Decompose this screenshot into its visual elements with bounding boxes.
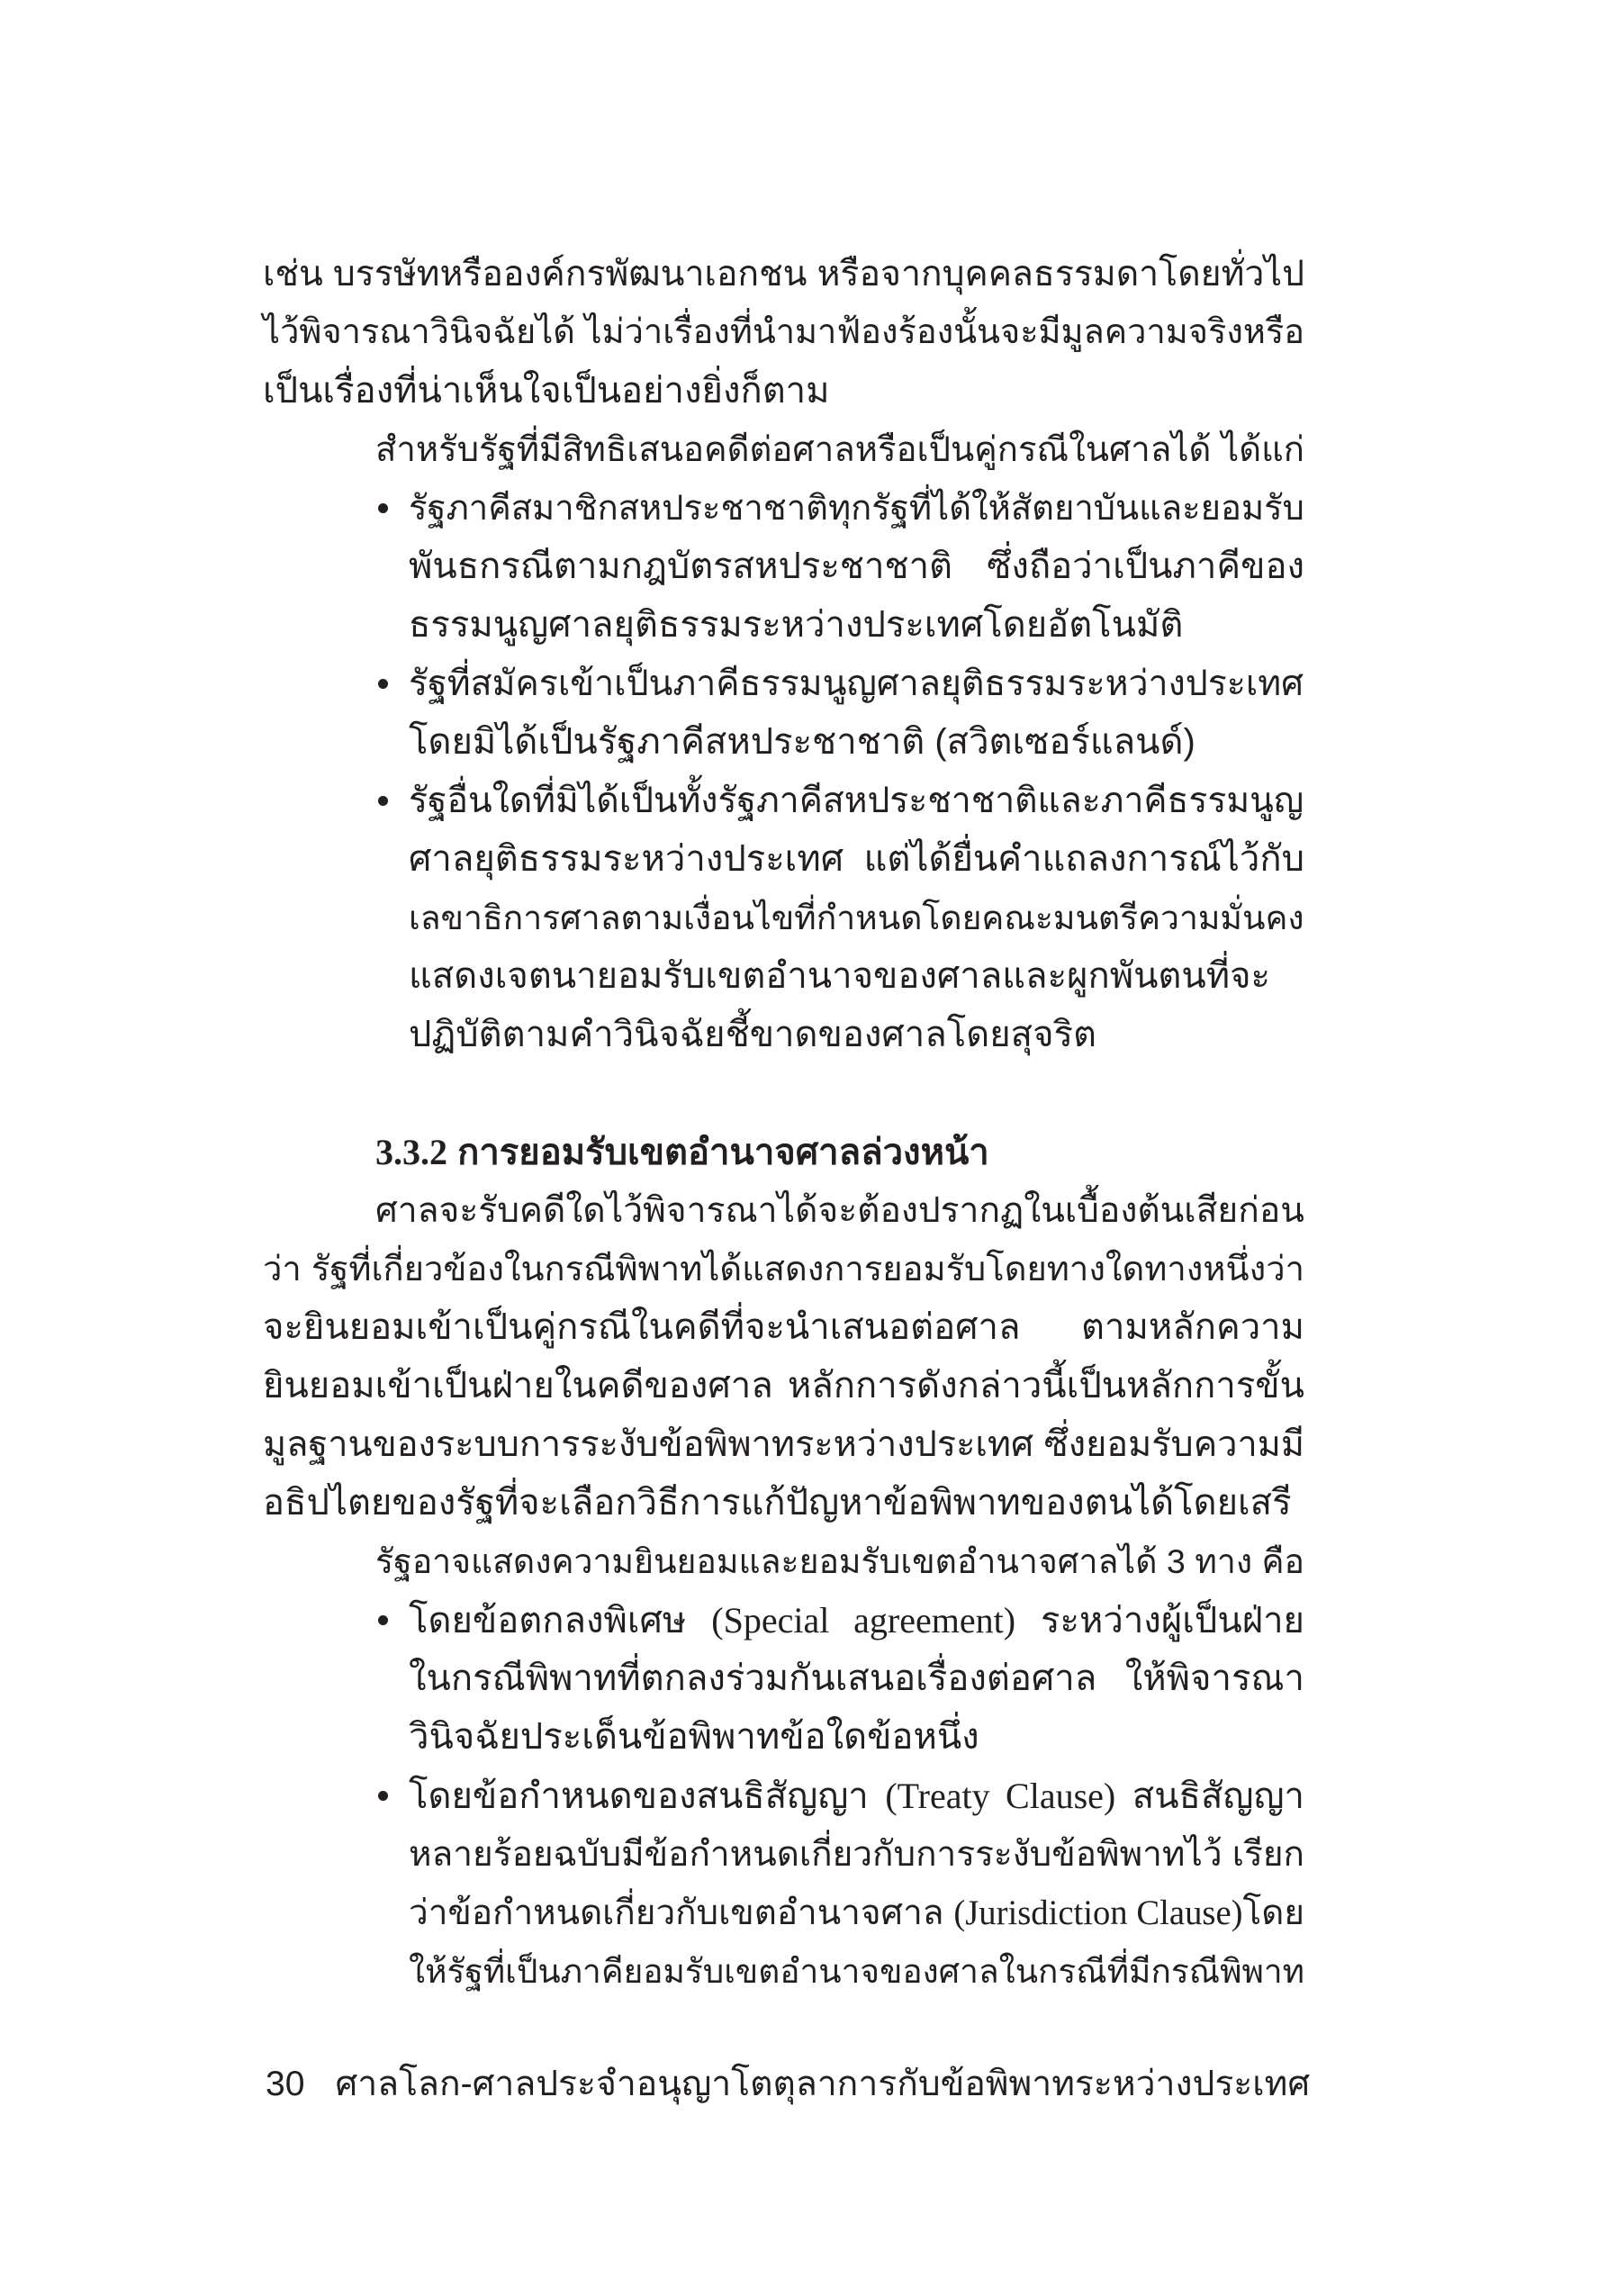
page-body [263, 245, 1304, 2001]
bullet-item [263, 655, 1304, 772]
text-line: ให้รัฐที่เป็นภาคียอมรับเขตอำนาจของศาลในกรณีที่มีกรณีพิพาท [409, 1952, 1305, 1990]
text-segment: ระหว่างผู้เป็นฝ่าย [1015, 1601, 1304, 1641]
text-segment: โดย [1242, 1894, 1305, 1932]
text-line: มูลฐานของระบบการระงับข้อพิพาทระหว่างประเทศ ซึ่งยอมรับความมี [263, 1424, 1304, 1464]
text-line [409, 1767, 1304, 1825]
page-footer [266, 2055, 1310, 2113]
text-segment: โดยข้อตกลงพิเศษ [409, 1601, 712, 1641]
text-line: ยินยอมเข้าเป็นฝ่ายในคดีของศาล หลักการดังกล่าวนี้เป็นหลักการขั้น [263, 1366, 1304, 1406]
bullet-icon [378, 503, 388, 513]
text-line: หลายร้อยฉบับมีข้อกำหนดเกี่ยวกับการระงับข้อพิพาทไว้ เรียก [409, 1835, 1304, 1874]
text-line [409, 1591, 1304, 1650]
bullet-item [263, 1591, 1304, 1767]
bullet-icon [378, 796, 388, 806]
bullet-item [263, 772, 1304, 1064]
text-line: พันธกรณีตามกฎบัตรสหประชาชาติ ซึ่งถือว่าเป็นภาคีของ [409, 547, 1304, 586]
text-segment: ว่าข้อกำหนดเกี่ยวกับเขตอำนาจศาล [409, 1894, 954, 1932]
text-line: วินิจฉัยประเด็นข้อพิพาทข้อใดข้อหนึ่ง [409, 1717, 979, 1757]
text-line: ว่า รัฐที่เกี่ยวข้องในกรณีพิพาทได้แสดงการยอมรับโดยทางใดทางหนึ่งว่า [263, 1250, 1304, 1288]
latin-term: (Treaty Clause) [885, 1776, 1116, 1816]
section-paragraph [263, 1181, 1304, 1532]
parties-intro: สำหรับรัฐที่มีสิทธิเสนอคดีต่อศาลหรือเป็นคู่กรณีในศาลได้ ได้แก่ [375, 430, 1304, 469]
acceptance-ways-list [263, 1591, 1304, 2001]
text-segment: สนธิสัญญา [1115, 1776, 1305, 1816]
text-line: โดยมิได้เป็นรัฐภาคีสหประชาชาติ (สวิตเซอร์แลนด์) [409, 722, 1195, 762]
text-line: อธิปไตยของรัฐที่จะเลือกวิธีการแก้ปัญหาข้อพิพาทของตนได้โดยเสรี [263, 1483, 1292, 1523]
text-line: ไว้พิจารณาวินิจฉัยได้ ไม่ว่าเรื่องที่นำมาฟ้องร้องนั้นจะมีมูลความจริงหรือ [263, 313, 1304, 351]
section-heading [263, 1123, 1304, 1181]
section-number: 3.3.2 [375, 1132, 447, 1172]
page-number: 30 [266, 2065, 305, 2103]
text-line: ศาลยุติธรรมระหว่างประเทศ แต่ได้ยื่นคำแถลงการณ์ไว้กับ [409, 839, 1304, 879]
text-line [409, 1884, 1304, 1942]
text-segment: โดยข้อกำหนดของสนธิสัญญา [409, 1776, 886, 1816]
ways-intro: รัฐอาจแสดงความยินยอมและยอมรับเขตอำนาจศาลได้ 3 ทาง คือ [375, 1542, 1304, 1580]
latin-term: (Special agreement) [711, 1600, 1016, 1641]
text-line: จะยินยอมเข้าเป็นคู่กรณีในคดีที่จะนำเสนอต่อศาล ตามหลักความ [263, 1307, 1304, 1347]
text-line: เลขาธิการศาลตามเงื่อนไขที่กำหนดโดยคณะมนตรีความมั่นคง [409, 899, 1304, 936]
text-line: ศาลจะรับคดีใดไว้พิจารณาได้จะต้องปรากฏในเบื้องต้นเสียก่อน [375, 1191, 1304, 1230]
text-line: แสดงเจตนายอมรับเขตอำนาจของศาลและผูกพันตนที่จะ [409, 956, 1271, 996]
text-line: ในกรณีพิพาทที่ตกลงร่วมกันเสนอเรื่องต่อศาล ให้พิจารณา [409, 1659, 1304, 1698]
latin-term: (Jurisdiction Clause) [953, 1894, 1243, 1932]
eligible-parties-list [263, 479, 1304, 1064]
bullet-icon [378, 679, 388, 689]
continued-paragraph [263, 245, 1304, 420]
text-line: รัฐอื่นใดที่มิได้เป็นทั้งรัฐภาคีสหประชาชาติและภาคีธรรมนูญ [409, 782, 1304, 820]
text-line: เป็นเรื่องที่น่าเห็นใจเป็นอย่างยิ่งก็ตาม [263, 371, 830, 411]
bullet-icon [378, 1615, 388, 1625]
text-line: รัฐภาคีสมาชิกสหประชาชาติทุกรัฐที่ได้ให้สัตยาบันและยอมรับ [409, 489, 1304, 528]
bullet-icon [378, 1791, 388, 1801]
text-line: ธรรมนูญศาลยุติธรรมระหว่างประเทศโดยอัตโนมัติ [409, 605, 1184, 645]
book-title: ศาลโลก-ศาลประจำอนุญาโตตุลาการกับข้อพิพาทระหว่างประเทศ [335, 2065, 1311, 2103]
text-line: รัฐที่สมัครเข้าเป็นภาคีธรรมนูญศาลยุติธรรมระหว่างประเทศ [409, 664, 1304, 703]
bullet-item [263, 1767, 1304, 2001]
text-line: เช่น บรรษัทหรือองค์กรพัฒนาเอกชน หรือจากบุคคลธรรมดาโดยทั่วไป [263, 255, 1304, 294]
text-line: ปฏิบัติตามคำวินิจฉัยชี้ขาดของศาลโดยสุจริต [409, 1015, 1096, 1054]
section-title: การยอมรับเขตอำนาจศาลล่วงหน้า [457, 1133, 989, 1172]
bullet-item [263, 479, 1304, 655]
